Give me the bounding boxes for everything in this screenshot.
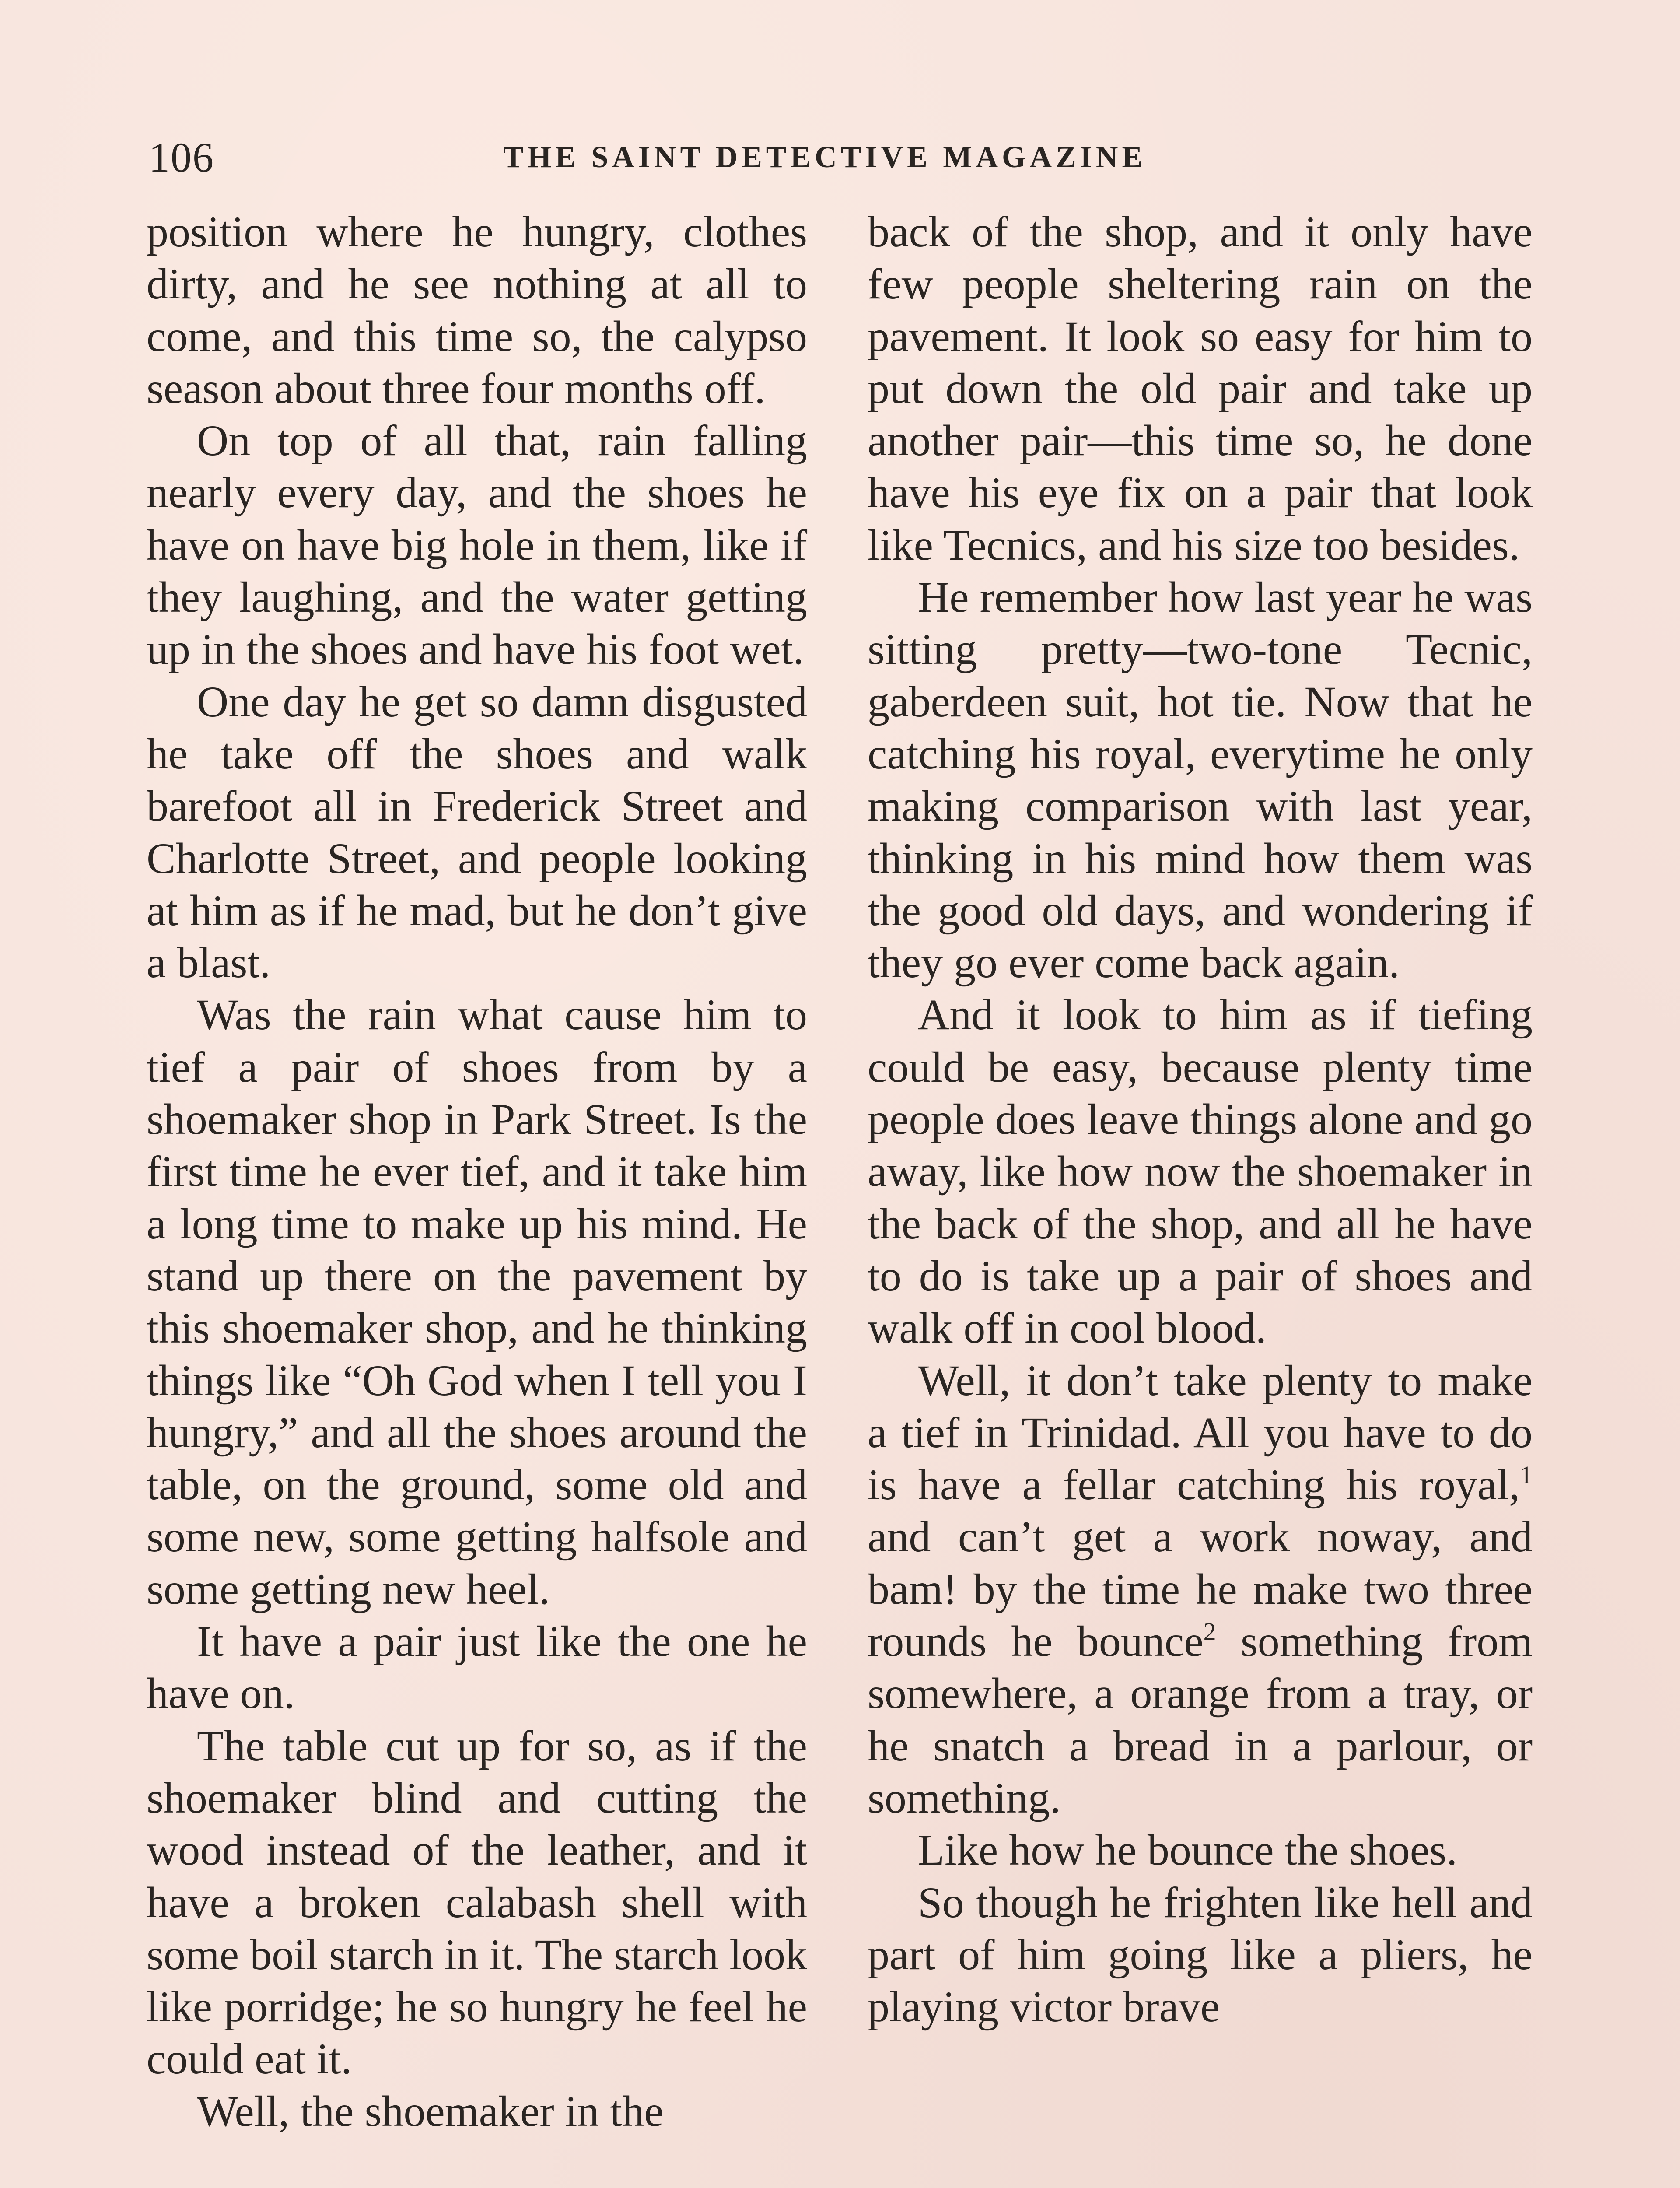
paragraph: It have a pair just like the one he have on.: [147, 1617, 807, 1718]
paragraph: He remember how last year he was sitting pretty—two-tone Tecnic, gaberdeen suit, hot tie. Now that he catching his royal, everytime he only making comparison with last year, thinking in his mind how them was the good old days, and wondering if they go ever come back again.: [868, 573, 1533, 987]
paragraph: So though he frighten like hell and part of him going like a pliers, he playing victor brave: [868, 1878, 1533, 2031]
paragraph: One day he get so damn disgusted he take off the shoes and walk barefoot all in Frederick Street and Charlotte Street, and people looking at him as if he mad, but he don’t give a blast.: [147, 677, 807, 987]
paragraph-with-footnote-refs: [868, 1354, 1533, 1824]
text-segment: Well, it don’t take plenty to make a tief in Trinidad. All you have to do is have a fellar catching his royal,: [868, 1356, 1533, 1509]
footnote-ref-2: 2: [1203, 1617, 1216, 1646]
text-segment: and can’t get a work noway, and bam! by the time he make two three rounds he bounce: [868, 1512, 1533, 1666]
paragraph: The table cut up for so, as if the shoemaker blind and cutting the wood instead of the leather, and it have a broken calabash shell with some boil starch in it. The starch look like porridge; he so hungry he feel he could eat it.: [147, 1721, 807, 2083]
page-header: [144, 131, 1536, 184]
page-number: 106: [149, 134, 214, 181]
paragraph: And it look to him as if tiefing could be easy, because plenty time people does leave things alone and go away, like how now the shoemaker in the back of the shop, and all he have to do is take up a pair of shoes and walk off in cool blood.: [868, 990, 1533, 1353]
paragraph: Well, the shoemaker in the: [197, 2086, 664, 2135]
text-segment: something from somewhere, a orange from a tray, or he snatch a bread in a parlour, or something.: [868, 1617, 1533, 1822]
paragraph: position where he hungry, clothes dirty, and he see nothing at all to come, and this time so, the calypso season about three four months off.: [147, 207, 807, 413]
paragraph: On top of all that, rain falling nearly every day, and the shoes he have on have big hole in them, like if they laughing, and the water getting up in the shoes and have his foot wet.: [147, 416, 807, 674]
footnote-ref-1: 1: [1520, 1461, 1533, 1490]
left-column: [147, 206, 807, 2137]
paragraph: Was the rain what cause him to tief a pair of shoes from by a shoemaker shop in Park Street. Is the first time he ever tief, and it take him a long time to make up his mind. He stand up there on the pavement by this shoemaker shop, and he thinking things like “Oh God when I tell you I hungry,” and all the shoes around the table, on the ground, some old and some new, some getting halfsole and some getting new heel.: [147, 990, 807, 1613]
running-title: THE SAINT DETECTIVE MAGAZINE: [503, 140, 1147, 174]
right-column: [868, 206, 1533, 2033]
paragraph: back of the shop, and it only have few people sheltering rain on the pavement. It look so easy for him to put down the old pair and take up another pair—this time so, he done have his eye fix on a pair that look like Tecnics, and his size too besides.: [868, 207, 1533, 569]
paragraph: Like how he bounce the shoes.: [918, 1826, 1458, 1875]
